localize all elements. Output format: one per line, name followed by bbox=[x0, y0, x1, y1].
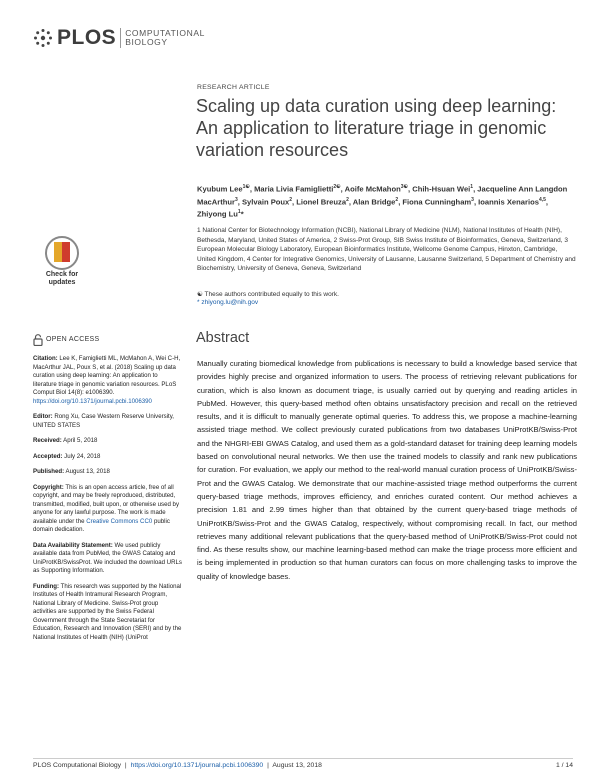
data-availability-block bbox=[33, 542, 183, 576]
published-date: August 13, 2018 bbox=[64, 468, 110, 475]
logo-divider bbox=[120, 28, 121, 48]
author-affil-sup: 4,5 bbox=[538, 196, 546, 203]
accepted-date: July 24, 2018 bbox=[62, 452, 101, 460]
data-availability-text: We used publicly available data from PubMed, the GWAS Catalog and UniProtKB/SwissProt. We included the download URLs as Supporting Information. bbox=[33, 541, 182, 574]
article-title: Scaling up data curation using deep learning: An application to literature triage in genomic variation resources bbox=[196, 96, 557, 160]
funding-label: Funding: bbox=[33, 582, 60, 590]
author-name[interactable]: , Ioannis Xenarios bbox=[473, 197, 539, 207]
abstract-heading: Abstract bbox=[196, 330, 250, 346]
badge-label-line1: Check for bbox=[45, 271, 79, 278]
article-type: RESEARCH ARTICLE bbox=[197, 84, 270, 91]
footer-date: August 13, 2018 bbox=[272, 762, 322, 769]
copyright-tail: public domain dedication. bbox=[33, 517, 170, 533]
funding-block bbox=[33, 583, 183, 643]
footer-separator: | bbox=[124, 762, 127, 769]
badge-label bbox=[42, 271, 82, 287]
author-name[interactable]: , Lionel Breuza bbox=[292, 197, 347, 207]
journal-name-line2: BIOLOGY bbox=[125, 37, 168, 47]
equal-contribution-note: ☯ These authors contributed equally to this work. bbox=[197, 291, 339, 298]
corresponding-email-link[interactable]: * zhiyong.lu@nih.gov bbox=[197, 299, 259, 306]
published-label: Published: bbox=[33, 468, 65, 475]
editor-text: Rong Xu, Case Western Reserve University, UNITED STATES bbox=[33, 413, 174, 429]
footer-divider bbox=[33, 758, 573, 759]
author-affil-sup: 3☯ bbox=[400, 184, 408, 190]
article-sidebar bbox=[33, 334, 183, 649]
published-block bbox=[33, 468, 183, 477]
author-name[interactable]: , Chih-Hsuan Wei bbox=[407, 184, 471, 194]
badge-ribbon-orange bbox=[54, 242, 62, 262]
copyright-label: Copyright: bbox=[33, 483, 64, 491]
author-list bbox=[197, 182, 577, 220]
corresponding-mark: * bbox=[240, 209, 244, 219]
journal-name-line1: COMPUTATIONAL bbox=[125, 27, 205, 38]
author-affil-sup: 1 bbox=[470, 184, 474, 190]
author-name[interactable]: , Alan Bridge bbox=[348, 197, 396, 207]
page-footer bbox=[33, 762, 573, 769]
received-block bbox=[33, 437, 183, 446]
journal-logo bbox=[33, 26, 205, 50]
journal-name bbox=[125, 29, 205, 48]
author-affil-sup: 2 bbox=[395, 196, 399, 203]
footer-citation bbox=[33, 762, 324, 769]
citation-block bbox=[33, 355, 183, 406]
author-affil-sup: 2 bbox=[289, 196, 293, 203]
author-name[interactable]: , Maria Livia Famiglietti bbox=[249, 184, 334, 194]
badge-ribbon-red bbox=[62, 242, 70, 262]
check-for-updates-icon bbox=[45, 236, 79, 270]
open-access-text: OPEN ACCESS bbox=[46, 335, 100, 343]
author-affil-sup: 2☯ bbox=[333, 184, 341, 190]
footer-doi-link[interactable]: https://doi.org/10.1371/journal.pcbi.1006390 bbox=[130, 762, 264, 769]
plos-logo-icon bbox=[33, 28, 53, 48]
accepted-label: Accepted: bbox=[33, 452, 63, 460]
footer-journal: PLOS Computational Biology bbox=[33, 762, 122, 769]
author-affil-sup: 1 bbox=[237, 209, 241, 216]
editor-label: Editor: bbox=[33, 413, 53, 420]
citation-doi-link[interactable]: https://doi.org/10.1371/journal.pcbi.1006390 bbox=[33, 397, 152, 405]
copyright-block bbox=[33, 484, 183, 535]
author-affil-sup: 3 bbox=[471, 196, 474, 203]
open-access-label bbox=[33, 334, 183, 346]
badge-label-line2: updates bbox=[48, 279, 76, 286]
received-date: April 5, 2018 bbox=[61, 437, 98, 444]
footer-separator: | bbox=[267, 762, 269, 769]
author-name[interactable]: , Fiona Cunningham bbox=[398, 197, 472, 207]
logo-text: PLOS bbox=[57, 26, 117, 49]
author-affil-sup: 2 bbox=[346, 196, 349, 203]
received-label: Received: bbox=[33, 437, 62, 444]
page-number: 1 / 14 bbox=[555, 762, 573, 769]
funding-text: This research was supported by the National Institutes of Health Intramural Research Program, National Library of Medicine. Swiss-Prot group activities are supported by the Swiss Federal Government through the State Secretariat for Education, Research and Innovation (SERI) and by the National Institutes of Health (NIH) (UniProt bbox=[33, 582, 182, 641]
citation-label: Citation: bbox=[33, 355, 58, 362]
cc0-license-link[interactable]: Creative Commons CC0 bbox=[86, 517, 153, 525]
citation-text: Lee K, Famiglietti ML, McMahon A, Wei C-H, MacArthur JAL, Poux S, et al. (2018) Scaling up data curation using deep learning: An application to literature triage in genomic variation resources. PLoS Comput Biol 14(8): e1006390. bbox=[33, 355, 181, 396]
affiliations: 1 National Center for Biotechnology Information (NCBI), National Library of Medicine (NLM), National Institutes of Health (NIH), Bethesda, Maryland, United States of America, 2 Swiss-Prot Group, SIB Swiss Institute of Bioinformatics, Geneva, Switzerland, 3 European Molecular Biology Laboratory, European Bioinformatics Institute, Wellcome Genome Campus, Hinxton, Cambridge, United Kingdom, 4 Center for Integrative Genomics, University of Lausanne, Lausanne Switzerland, 5 Department of Chemistry and Biochemistry, University of Geneva, Geneva, Switzerland bbox=[197, 227, 576, 273]
author-name[interactable]: , Aoife McMahon bbox=[340, 184, 401, 194]
author-name[interactable]: , Sylvain Poux bbox=[237, 197, 290, 207]
author-affil-sup: 1☯ bbox=[242, 184, 250, 190]
editor-block bbox=[33, 413, 183, 430]
open-access-lock-icon bbox=[33, 334, 43, 346]
author-name[interactable]: , Jacqueline Ann Langdon MacArthur bbox=[197, 184, 568, 207]
accepted-block bbox=[33, 453, 183, 462]
author-name[interactable]: , Zhiyong Lu bbox=[197, 197, 549, 219]
check-for-updates-badge[interactable] bbox=[42, 236, 82, 292]
data-availability-label: Data Availability Statement: bbox=[33, 541, 113, 549]
abstract-text: Manually curating biomedical knowledge from publications is necessary to build a knowledge based service that provides highly precise and organized information to users. The process of retrieving relevant publications for curation, which is also known as document triage, is usually carried out by querying and reading articles in PubMed. However, this query-based method often obtains unsatisfactory precision and recall on the retrieved results, and it is difficult to manually generate optimal queries. To address this, we propose a machine-learning assisted triage method. We collect previously curated publications from two databases UniProtKB/Swiss-Prot and the NHGRI-EBI GWAS Catalog, and used them as a gold-standard dataset for training deep learning models based on convolutional neural networks. We then use the trained models to classify and rank new publications for curation. For evaluation, we apply our method to the real-world manual curation process of UniProtKB/Swiss-Prot and the GWAS Catalog. We demonstrate that our machine-assisted triage method outperforms the current query-based triage methods, improves efficiency, and enriches curated content. Our method achieves a precision 1.81 and 2.99 times higher than that obtained by the current query-based triage methods of UniProtKB/Swiss-Prot and the GWAS Catalog, respectively, without compromising recall. In fact, our method retrieves many additional relevant publications that the query-based method of UniProtKB/Swiss-Prot could not find. As these results show, our machine learning-based method can make the triage process more efficient and is being implemented in production so that human curators can focus on more challenging tasks to improve the quality of knowledge bases. bbox=[197, 359, 577, 581]
author-affil-sup: 3 bbox=[234, 196, 238, 203]
copyright-text: This is an open access article, free of all copyright, and may be freely reproduced, distributed, transmitted, modified, built upon, or otherwise used by anyone for any lawful purpose. The work is made available under the bbox=[33, 483, 179, 525]
author-name[interactable]: Kyubum Lee bbox=[197, 184, 243, 194]
